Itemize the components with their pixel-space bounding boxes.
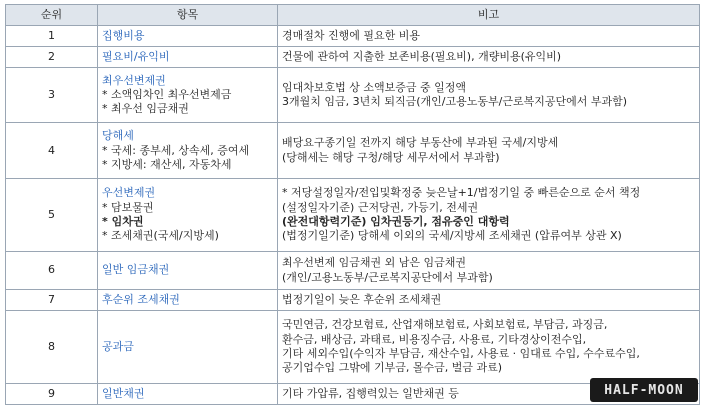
note-line: 경매절차 진행에 필요한 비용 — [282, 28, 421, 42]
note-line: 공기업수입 그밖에 기부금, 몰수금, 벌금 과료) — [282, 361, 503, 375]
rank-cell: 7 — [6, 290, 98, 311]
note-line: 3개월치 임금, 3년치 퇴직금(개인/고용노동부/근로복지공단에서 부과함) — [282, 95, 628, 109]
item-cell — [98, 67, 278, 123]
note-cell — [278, 179, 700, 252]
rank-cell: 1 — [6, 26, 98, 47]
note-line: (완전대항력기준) 임차권등기, 점유중인 대항력 — [282, 214, 510, 228]
item-title: 필요비/유익비 — [102, 49, 170, 63]
item-subline: * 소액임차인 최우선변제금 — [102, 88, 232, 102]
table-row — [6, 179, 700, 252]
note-line: 배당요구종기일 전까지 해당 부동산에 부과된 국세/지방세 — [282, 136, 559, 150]
note-cell — [278, 46, 700, 67]
table-row — [6, 311, 700, 384]
rank-cell: 4 — [6, 123, 98, 179]
note-cell — [278, 26, 700, 47]
item-cell — [98, 179, 278, 252]
item-title: 우선변제권 — [102, 186, 156, 200]
table-row — [6, 46, 700, 67]
note-line: (개인/고용노동부/근로복지공단에서 부과함) — [282, 270, 493, 284]
note-line: 국민연금, 건강보험료, 산업재해보험료, 사회보험료, 부담금, 과징금, — [282, 318, 608, 332]
item-subline: * 국세: 종부세, 상속세, 증여세 — [102, 143, 250, 157]
header-row — [6, 5, 700, 26]
watermark-logo: HALF-MOON — [590, 378, 698, 402]
item-title: 일반채권 — [102, 386, 145, 400]
rank-cell: 8 — [6, 311, 98, 384]
table-row — [6, 123, 700, 179]
item-title: 후순위 조세채권 — [102, 292, 180, 306]
note-line: * 저당설정일자/전입및확정중 늦은날+1/법정기일 중 빠른순으로 순서 책정 — [282, 186, 641, 200]
item-title: 일반 임금채권 — [102, 263, 170, 277]
item-title: 집행비용 — [102, 28, 145, 42]
item-cell — [98, 251, 278, 289]
table-row — [6, 251, 700, 289]
item-title: 최우선변제권 — [102, 73, 166, 87]
item-cell — [98, 26, 278, 47]
rank-cell: 9 — [6, 384, 98, 405]
rank-cell: 3 — [6, 67, 98, 123]
note-line: 법정기일이 늦은 후순위 조세채권 — [282, 292, 442, 306]
note-cell — [278, 67, 700, 123]
note-line: 기타 가압류, 집행력있는 일반채권 등 — [282, 386, 459, 400]
note-line: 최우선변제 임금채권 외 남은 임금채권 — [282, 256, 467, 270]
note-line: 기타 세외수입(수익자 부담금, 재산수입, 사용료 · 임대료 수입, 수수료수입, — [282, 347, 640, 361]
header-note: 비고 — [278, 5, 700, 26]
note-line: 임대차보호법 상 소액보증금 중 일정액 — [282, 80, 467, 94]
note-cell — [278, 290, 700, 311]
header-rank: 순위 — [6, 5, 98, 26]
note-line: (법정기일기준) 당해세 이외의 국세/지방세 조세채권 (압류여부 상관 X) — [282, 229, 622, 243]
item-subline: * 담보물권 — [102, 200, 154, 214]
table-row — [6, 67, 700, 123]
rank-cell: 2 — [6, 46, 98, 67]
item-title: 공과금 — [102, 339, 134, 353]
item-cell — [98, 123, 278, 179]
item-cell — [98, 311, 278, 384]
item-subline: * 조세채권(국세/지방세) — [102, 229, 219, 243]
rank-cell: 6 — [6, 251, 98, 289]
note-line: 건물에 관하여 지출한 보존비용(필요비), 개량비용(유익비) — [282, 49, 562, 63]
item-cell — [98, 290, 278, 311]
priority-table — [5, 4, 700, 405]
table-row — [6, 290, 700, 311]
item-subline: * 지방세: 재산세, 자동차세 — [102, 157, 232, 171]
note-cell — [278, 123, 700, 179]
note-line: (당해세는 해당 구청/해당 세무서에서 부과함) — [282, 150, 500, 164]
item-subline: * 최우선 임금채권 — [102, 102, 189, 116]
header-item: 항목 — [98, 5, 278, 26]
item-cell — [98, 384, 278, 405]
item-title: 당해세 — [102, 129, 134, 143]
item-subline: * 임차권 — [102, 214, 144, 228]
note-cell — [278, 311, 700, 384]
table-row — [6, 26, 700, 47]
note-line: 환수금, 배상금, 과태료, 비용징수금, 사용료, 기타경상이전수입, — [282, 332, 587, 346]
note-line: (설정일자기준) 근저당권, 가등기, 전세권 — [282, 200, 479, 214]
rank-cell: 5 — [6, 179, 98, 252]
note-cell — [278, 251, 700, 289]
item-cell — [98, 46, 278, 67]
